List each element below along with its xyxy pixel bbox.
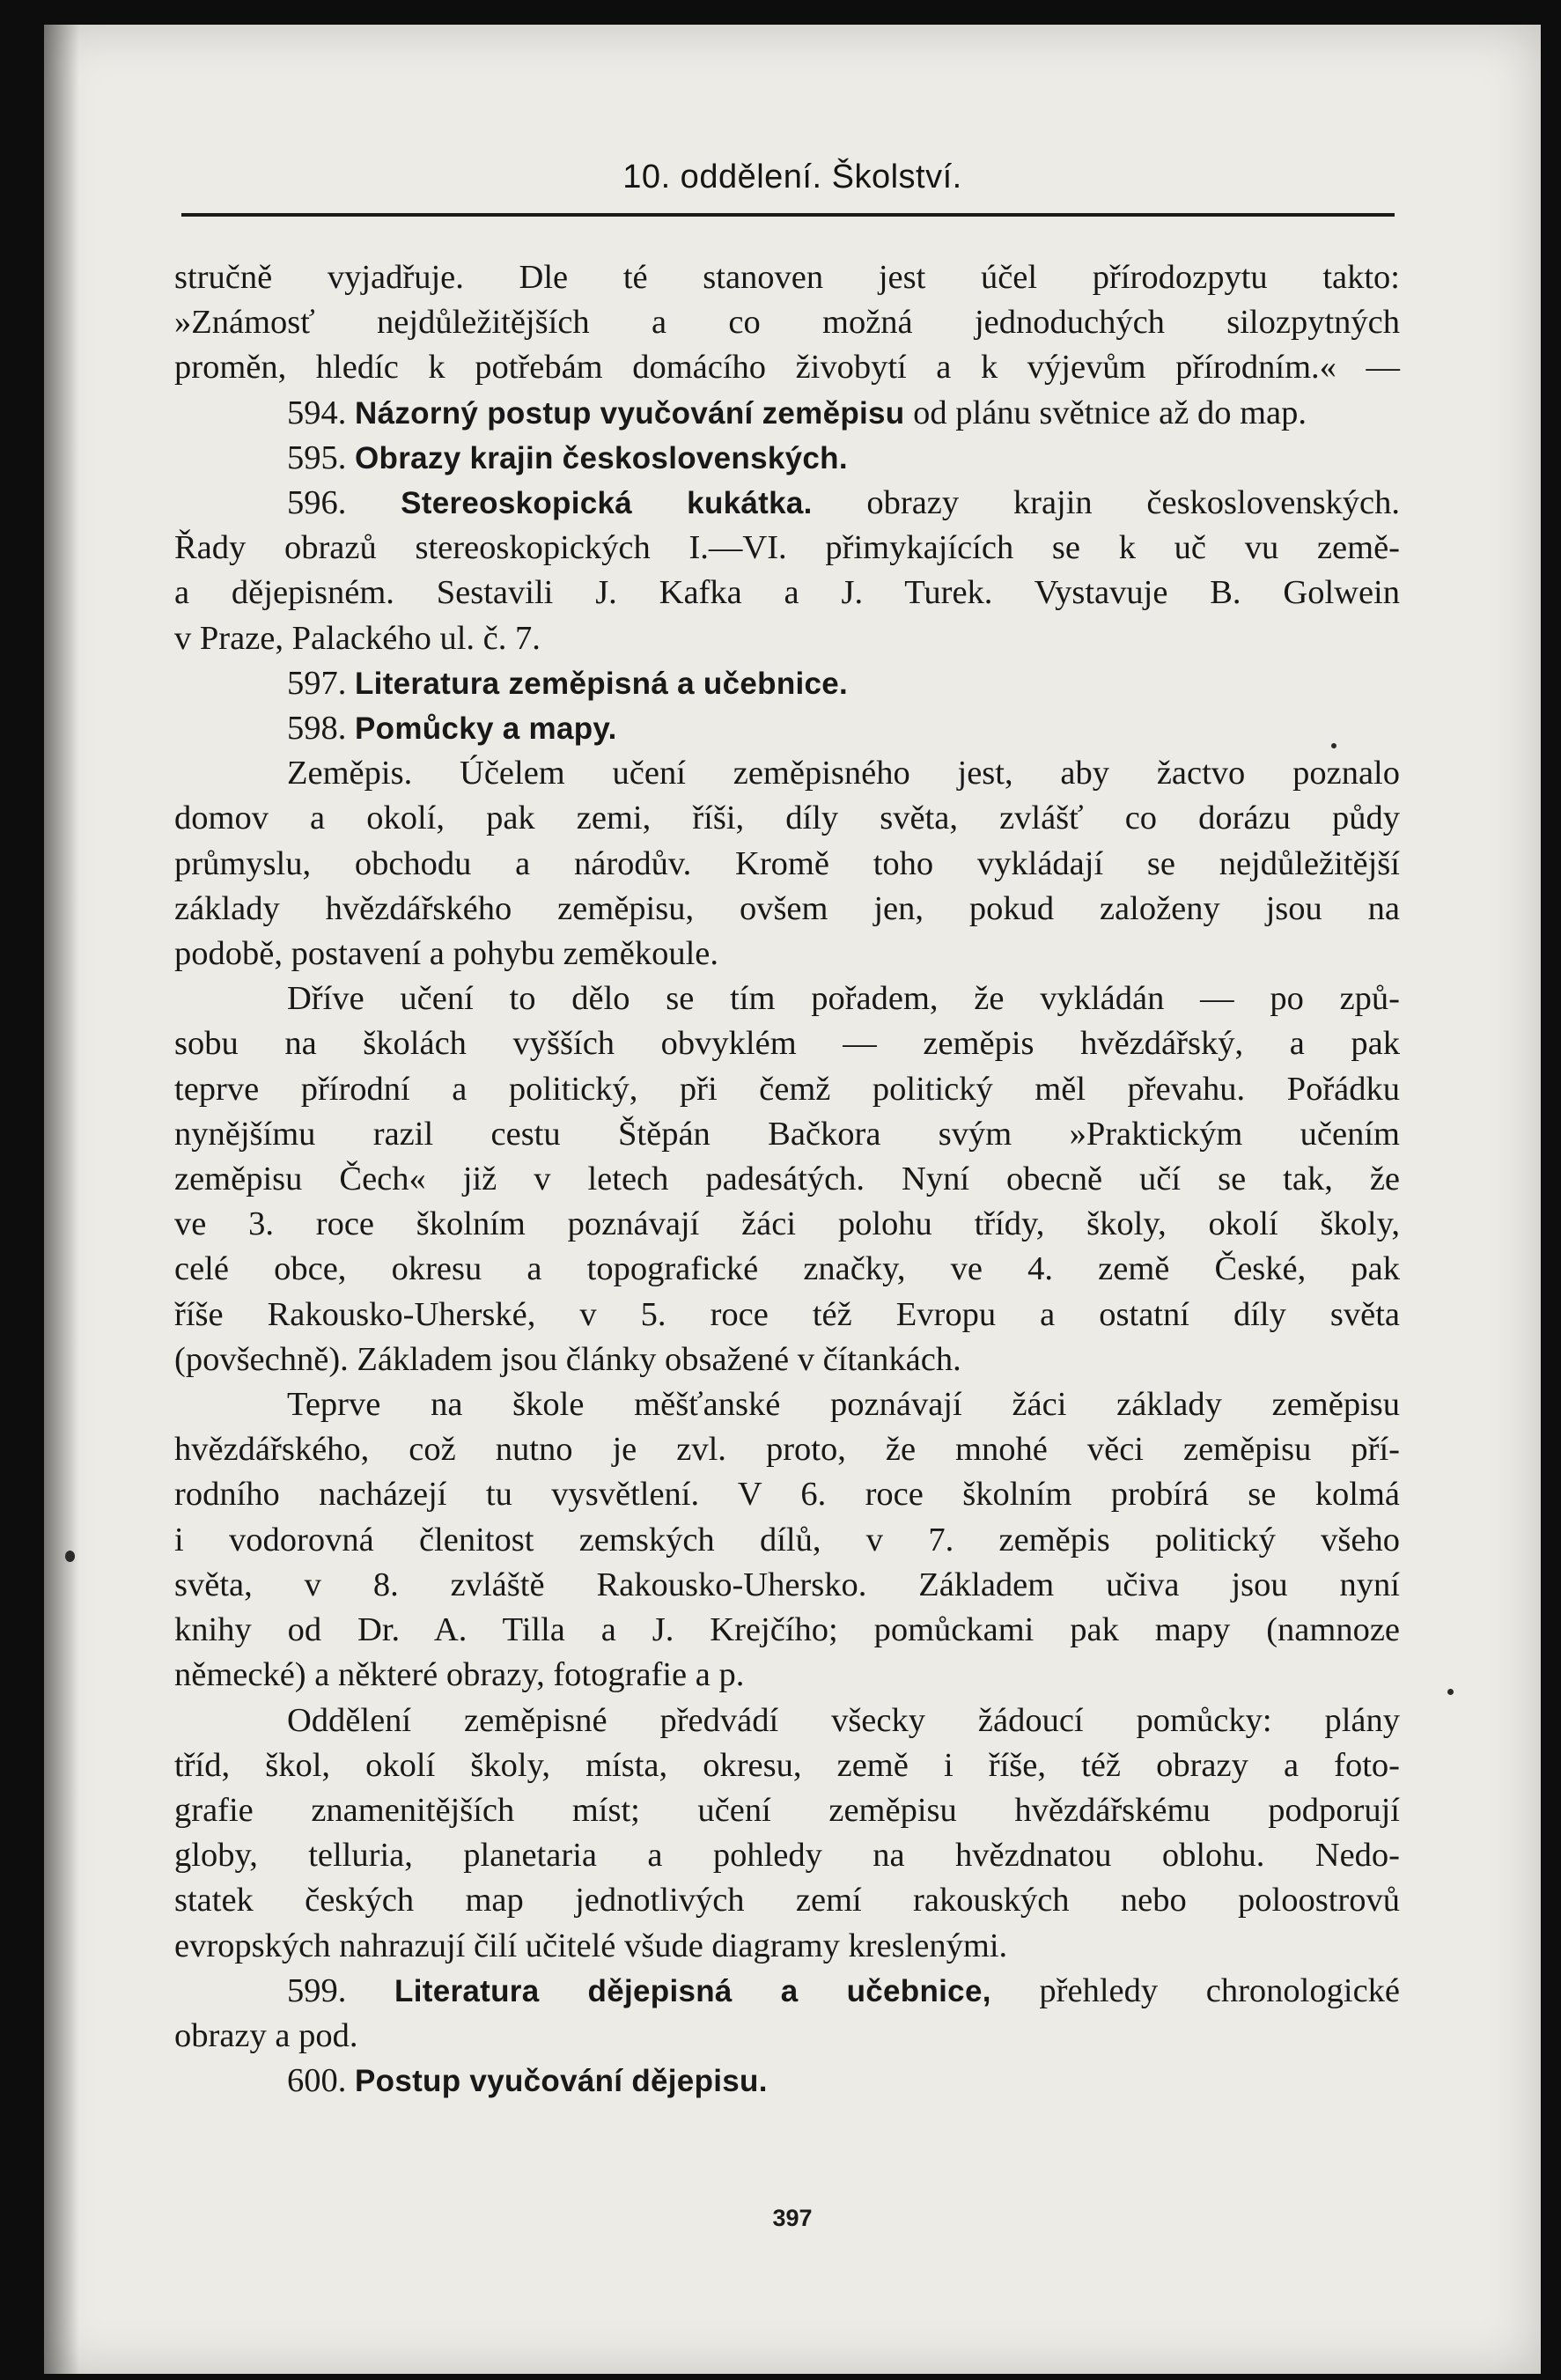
text-run: grafie znamenitějších míst; učení zeměpisu hvězdářskému podporují xyxy=(174,1791,1400,1829)
text-run: rodního nacházejí tu vysvětlení. V 6. roce školním probírá se kolmá xyxy=(174,1476,1400,1514)
running-header: 10. oddělení. Školství. xyxy=(622,158,962,195)
text-run: přehledy chronologické xyxy=(990,1971,1401,2009)
print-speck xyxy=(65,1551,75,1562)
text-run: 599. xyxy=(287,1971,395,2009)
text-run: globy, telluria, planetaria a pohledy na hvězdnatou oblohu. Nedo- xyxy=(174,1837,1400,1875)
text-run: »Známosť nejdůležitějších a co možná jednoduchých silozpytných xyxy=(174,304,1400,342)
binding-shadow xyxy=(44,25,79,2374)
text-run: 597. xyxy=(287,664,355,702)
text-line xyxy=(174,1427,1400,1472)
text-line xyxy=(174,1878,1400,1923)
text-run: 600. xyxy=(287,2062,355,2100)
text-line xyxy=(174,391,1400,436)
text-line xyxy=(174,1157,1400,1202)
book-page xyxy=(44,25,1541,2374)
text-run: (povšechně). Základem jsou články obsažené v čítankách. xyxy=(174,1340,961,1378)
text-line xyxy=(174,1472,1400,1517)
text-line xyxy=(174,300,1400,345)
text-run: tříd, škol, okolí školy, místa, okresu, země i říše, též obrazy a foto- xyxy=(174,1746,1400,1784)
text-run: Řady obrazů stereoskopických I.—VI. přimykajících se k uč vu země- xyxy=(174,529,1400,567)
text-line xyxy=(174,571,1400,615)
print-speck xyxy=(1331,743,1336,748)
text-line xyxy=(174,481,1400,526)
text-line xyxy=(174,1247,1400,1292)
text-run: německé) a některé obrazy, fotografie a p. xyxy=(174,1656,745,1694)
text-line xyxy=(174,2014,1400,2059)
text-run: hvězdářského, což nutno je zvl. proto, že mnohé věci zeměpisu pří- xyxy=(174,1431,1400,1469)
text-run: světa, v 8. zvláště Rakousko-Uhersko. Základem učiva jsou nyní xyxy=(174,1566,1400,1603)
header-rule xyxy=(181,213,1395,217)
text-line xyxy=(174,1202,1400,1247)
text-run: 595. xyxy=(287,438,355,476)
text-line xyxy=(174,345,1400,390)
text-line xyxy=(174,1743,1400,1788)
text-line xyxy=(174,1698,1400,1743)
print-speck xyxy=(1447,1689,1454,1695)
text-run: stručně vyjadřuje. Dle té stanoven jest účel přírodozpytu takto: xyxy=(174,259,1400,296)
text-line xyxy=(174,1382,1400,1427)
text-run: evropských nahrazují čilí učitelé všude diagramy kreslenými. xyxy=(174,1927,1008,1964)
text-line xyxy=(174,1021,1400,1066)
text-run: Zeměpis. Účelem učení zeměpisného jest, aby žactvo poznalo xyxy=(287,755,1400,792)
text-run: 596. xyxy=(287,484,401,522)
text-line xyxy=(174,1337,1400,1382)
text-run: obrazy a pod. xyxy=(174,2016,358,2054)
text-line xyxy=(174,887,1400,932)
text-line xyxy=(174,751,1400,796)
text-line xyxy=(174,2059,1400,2104)
text-run: Dříve učení to dělo se tím pořadem, že vykládán — po způ- xyxy=(287,980,1400,1018)
text-run: průmyslu, obchodu a národův. Kromě toho vykládají se nejdůležitější xyxy=(174,844,1400,882)
text-run: statek českých map jednotlivých zemí rakouských nebo poloostrovů xyxy=(174,1882,1400,1919)
text-line xyxy=(174,796,1400,841)
text-line xyxy=(174,1924,1400,1969)
text-run: v Praze, Palackého ul. č. 7. xyxy=(174,619,541,657)
text-run: 594. xyxy=(287,394,355,431)
text-line xyxy=(174,1518,1400,1563)
text-run: 598. xyxy=(287,710,355,748)
text-run: obrazy krajin československých. xyxy=(812,484,1401,522)
text-run: knihy od Dr. A. Tilla a J. Krejčího; pomůckami pak mapy (namnoze xyxy=(174,1611,1400,1649)
text-line xyxy=(174,1653,1400,1698)
bold-heading: Literatura zeměpisná a učebnice. xyxy=(355,666,849,701)
text-line xyxy=(174,976,1400,1021)
text-line xyxy=(174,661,1400,706)
text-line xyxy=(174,1293,1400,1337)
text-line xyxy=(174,1788,1400,1833)
text-run: od plánu světnice až do map. xyxy=(904,394,1307,431)
text-run: základy hvězdářského zeměpisu, ovšem jen, pokud založeny jsou na xyxy=(174,889,1400,927)
text-run: domov a okolí, pak zemi, říši, díly světa, zvlášť co dorázu půdy xyxy=(174,799,1400,837)
bold-heading: Názorný postup vyučování zeměpisu xyxy=(355,395,905,431)
text-line xyxy=(174,255,1400,300)
text-run: Oddělení zeměpisné předvádí všecky žádoucí pomůcky: plány xyxy=(287,1701,1400,1739)
bold-heading: Literatura dějepisná a učebnice, xyxy=(394,1973,991,2008)
text-line xyxy=(174,932,1400,976)
text-line xyxy=(174,526,1400,571)
text-line xyxy=(174,1969,1400,2014)
page-number: 397 xyxy=(772,2205,813,2231)
bold-heading: Pomůcky a mapy. xyxy=(355,711,617,747)
text-run: podobě, postavení a pohybu zeměkoule. xyxy=(174,935,718,973)
text-run: říše Rakousko-Uherské, v 5. roce též Evropu a ostatní díly světa xyxy=(174,1295,1400,1333)
text-line xyxy=(174,1563,1400,1608)
text-run: a dějepisném. Sestavili J. Kafka a J. Turek. Vystavuje B. Golwein xyxy=(174,574,1400,612)
text-line xyxy=(174,1067,1400,1112)
text-run: Teprve na škole měšťanské poznávají žáci základy zeměpisu xyxy=(287,1386,1400,1424)
text-line xyxy=(174,616,1400,661)
body-text xyxy=(174,255,1400,2104)
bold-heading: Obrazy krajin československých. xyxy=(355,440,848,475)
text-line xyxy=(174,436,1400,481)
text-run: nynějšímu razil cestu Štěpán Bačkora svým »Praktickým učením xyxy=(174,1115,1400,1153)
text-run: proměn, hledíc k potřebám domácího živobytí a k výjevům přírodním.« — xyxy=(174,349,1400,387)
text-run: sobu na školách vyšších obvyklém — zeměpis hvězdářský, a pak xyxy=(174,1025,1400,1063)
text-run: zeměpisu Čech« již v letech padesátých. Nyní obecně učí se tak, že xyxy=(174,1161,1400,1198)
bold-heading: Stereoskopická kukátka. xyxy=(401,486,813,521)
text-line xyxy=(174,1608,1400,1653)
text-line xyxy=(174,1833,1400,1878)
text-run: celé obce, okresu a topografické značky, ve 4. země České, pak xyxy=(174,1250,1400,1288)
text-line xyxy=(174,706,1400,751)
text-run: i vodorovná členitost zemských dílů, v 7. zeměpis politický všeho xyxy=(174,1521,1400,1558)
text-line xyxy=(174,1112,1400,1157)
bold-heading: Postup vyučování dějepisu. xyxy=(355,2064,768,2099)
text-line xyxy=(174,842,1400,887)
text-run: ve 3. roce školním poznávají žáci polohu třídy, školy, okolí školy, xyxy=(174,1205,1400,1243)
text-run: teprve přírodní a politický, při čemž politický měl převahu. Pořádku xyxy=(174,1070,1400,1108)
